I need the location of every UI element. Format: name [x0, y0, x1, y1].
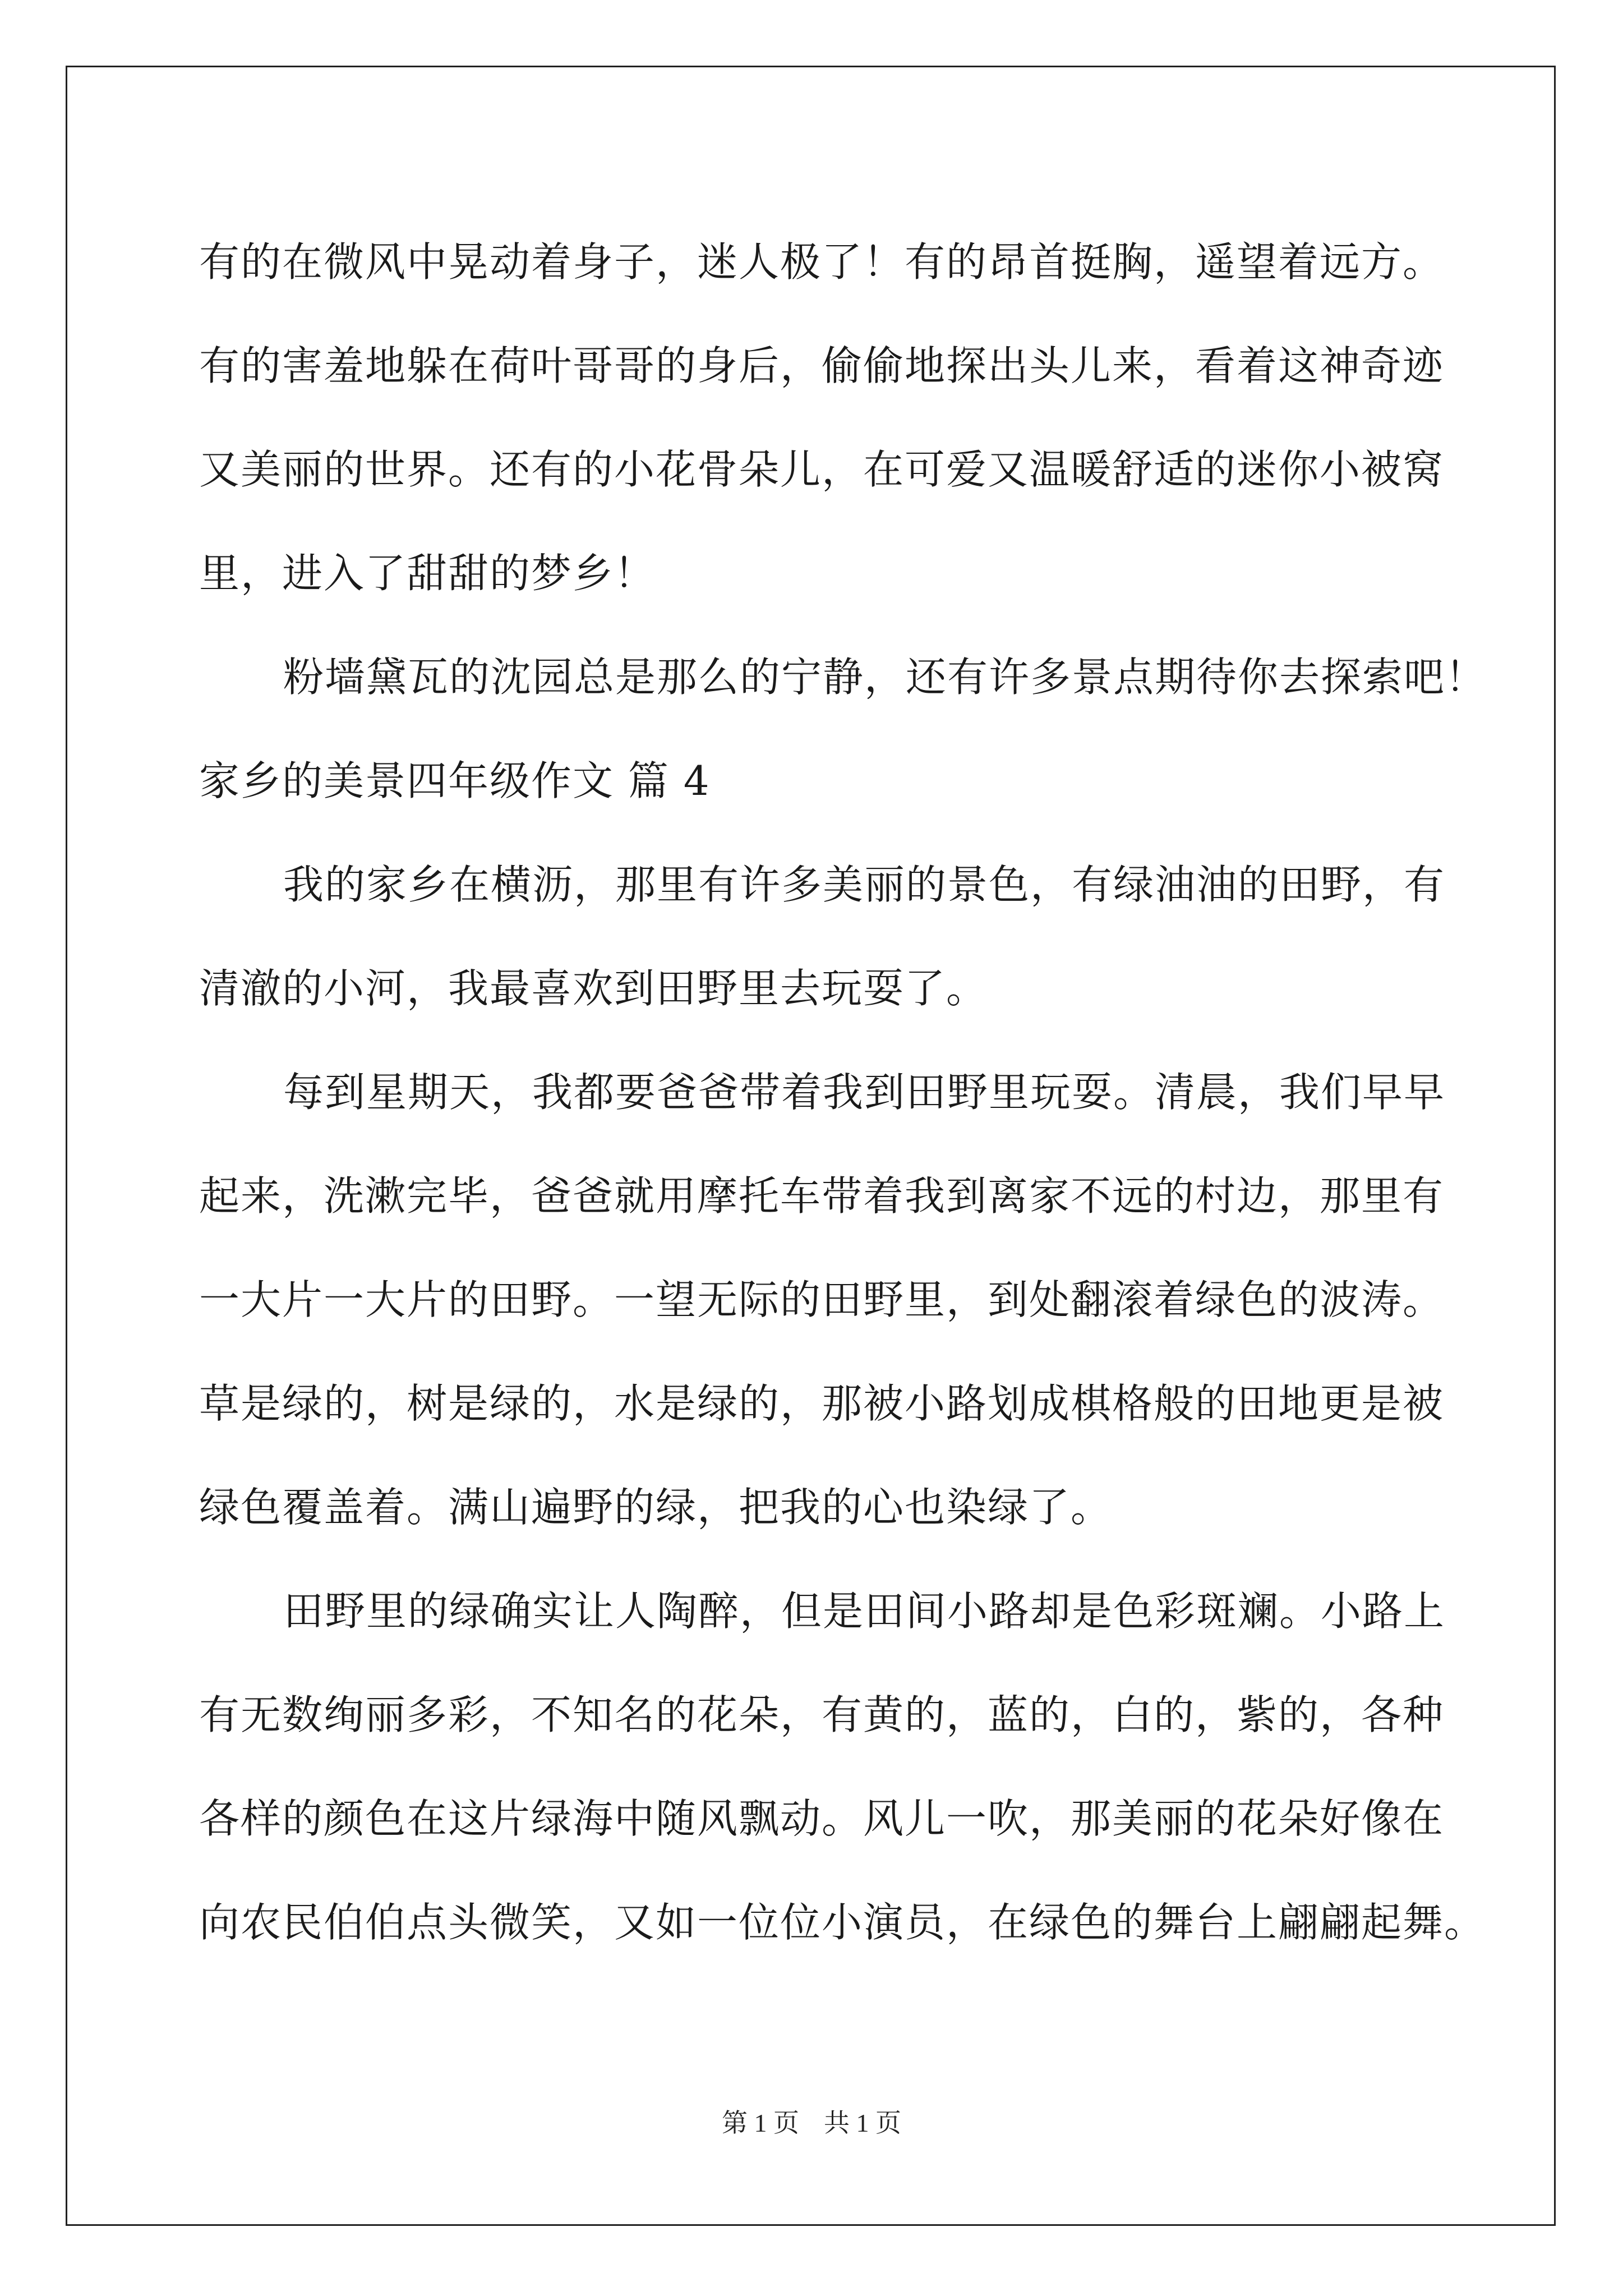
text-line: 有无数绚丽多彩，不知名的花朵，有黄的，蓝的，白的，紫的，各种 — [199, 1691, 1445, 1738]
text-line: 田野里的绿确实让人陶醉，但是田间小路却是色彩斑斓。小路上 — [283, 1588, 1446, 1635]
page-number-current: 第 1 页 — [722, 2109, 799, 2137]
text-line: 绿色覆盖着。满山遍野的绿，把我的心也染绿了。 — [199, 1484, 1113, 1531]
paragraph — [199, 210, 1445, 625]
page-number-total: 共 1 页 — [824, 2109, 901, 2137]
paragraph — [199, 833, 1446, 1041]
paragraph — [199, 1041, 1446, 1559]
text-line: 有的害羞地躲在荷叶哥哥的身后，偷偷地探出头儿来，看着这神奇迹 — [199, 342, 1445, 389]
text-line: 里，进入了甜甜的梦乡！ — [199, 550, 656, 597]
text-line: 粉墙黛瓦的沈园总是那么的宁静，还有许多景点期待你去探索吧！ — [283, 654, 1487, 701]
paragraph — [199, 1559, 1486, 1975]
text-line: 我的家乡在横沥，那里有许多美丽的景色，有绿油油的田野，有 — [283, 861, 1446, 908]
heading-text: 家乡的美景四年级作文 篇 4 — [199, 757, 711, 804]
text-line: 草是绿的，树是绿的，水是绿的，那被小路划成棋格般的田地更是被 — [199, 1380, 1445, 1427]
text-line: 每到星期天，我都要爸爸带着我到田野里玩耍。清晨，我们早早 — [283, 1069, 1446, 1116]
page-footer — [0, 2102, 1623, 2139]
text-line: 清澈的小河，我最喜欢到田野里去玩耍了。 — [199, 965, 988, 1012]
paragraph — [199, 625, 1487, 729]
section-heading — [199, 729, 1433, 833]
text-line: 又美丽的世界。还有的小花骨朵儿，在可爱又温暖舒适的迷你小被窝 — [199, 446, 1445, 493]
document-body — [199, 210, 1487, 1975]
text-line: 一大片一大片的田野。一望无际的田野里，到处翻滚着绿色的波涛。 — [199, 1276, 1445, 1323]
text-line: 有的在微风中晃动着身子，迷人极了！有的昂首挺胸，遥望着远方。 — [199, 238, 1445, 286]
text-line: 向农民伯伯点头微笑，又如一位位小演员，在绿色的舞台上翩翩起舞。 — [199, 1899, 1486, 1946]
text-line: 起来，洗漱完毕，爸爸就用摩托车带着我到离家不远的村边，那里有 — [199, 1172, 1445, 1220]
text-line: 各样的颜色在这片绿海中随风飘动。风儿一吹，那美丽的花朵好像在 — [199, 1795, 1445, 1842]
